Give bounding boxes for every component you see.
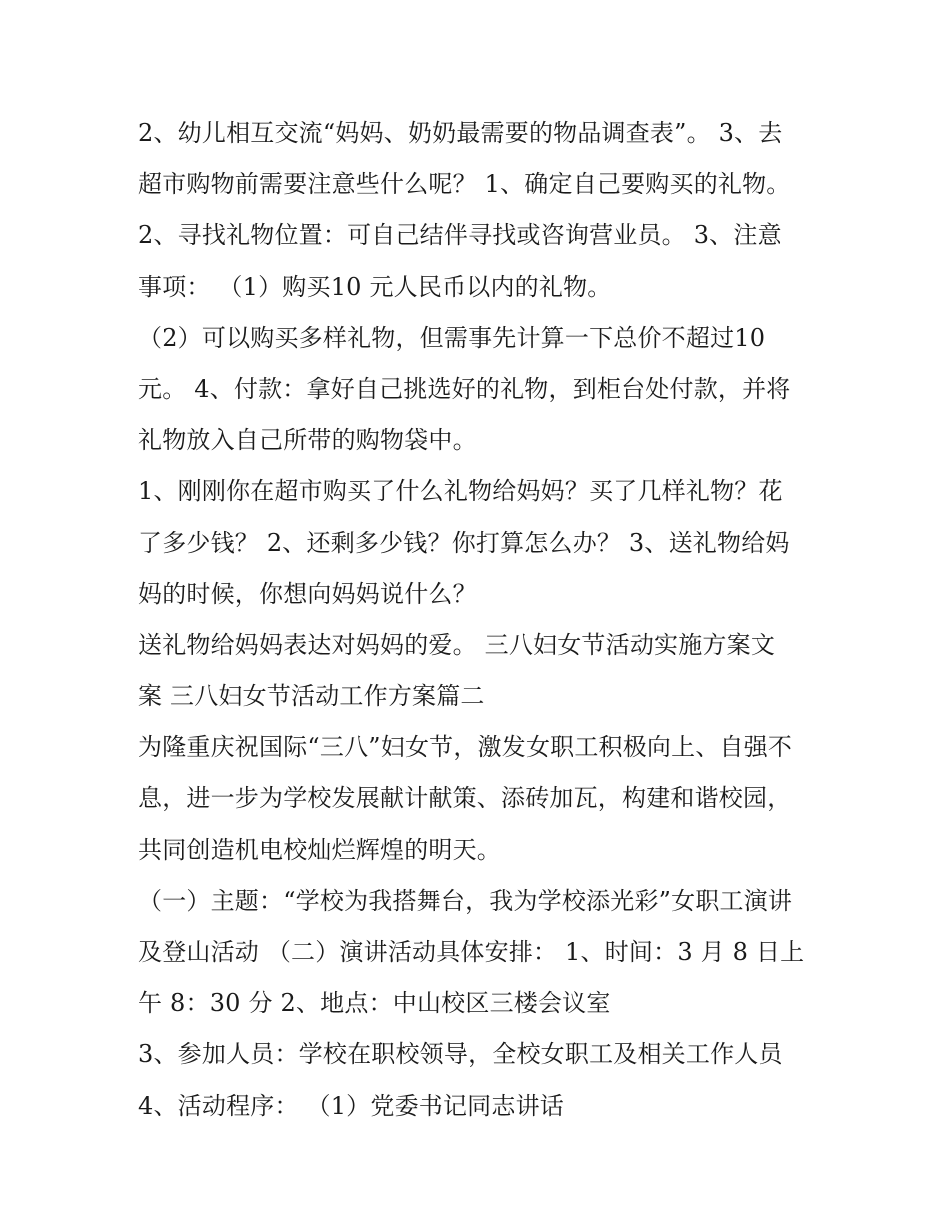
text-line: 及登山活动 （二）演讲活动具体安排： 1、时间：3 月 8 日上 bbox=[138, 938, 805, 966]
text-line: 4、活动程序： （1）党委书记同志讲话 bbox=[138, 1091, 564, 1120]
text-line: （2）可以购买多样礼物，但需事先计算一下总价不超过10 bbox=[138, 323, 766, 352]
document-body bbox=[138, 108, 828, 1132]
text-line: 礼物放入自己所带的购物袋中。 bbox=[138, 426, 477, 455]
text-line: 为隆重庆祝国际“三八”妇女节，激发女职工积极向上、自强不 bbox=[138, 733, 793, 762]
text-line: 3、参加人员：学校在职校领导，全校女职工及相关工作人员 bbox=[138, 1040, 783, 1069]
text-line: 送礼物给妈妈表达对妈妈的爱。 三八妇女节活动实施方案文 bbox=[138, 630, 776, 659]
text-line: 共同创造机电校灿烂辉煌的明天。 bbox=[138, 835, 501, 864]
text-line: 2、幼儿相互交流“妈妈、奶奶最需要的物品调查表”。 3、去 bbox=[138, 119, 783, 147]
text-line: 事项： （1）购买10 元人民币以内的礼物。 bbox=[138, 272, 612, 301]
text-line: 2、寻找礼物位置：可自己结伴寻找或咨询营业员。 3、注意 bbox=[138, 221, 782, 250]
text-line: 息，进一步为学校发展献计献策、添砖加瓦，构建和谐校园， bbox=[138, 784, 792, 813]
text-line: 元。 4、付款：拿好自己挑选好的礼物，到柜台处付款，并将 bbox=[138, 374, 791, 403]
text-line: 超市购物前需要注意些什么呢？ 1、确定自己要购买的礼物。 bbox=[138, 170, 791, 199]
text-line: 案 三八妇女节活动工作方案篇二 bbox=[138, 682, 485, 711]
text-line: （一）主题：“学校为我搭舞台，我为学校添光彩”女职工演讲 bbox=[138, 886, 793, 915]
text-line: 妈的时候，你想向妈妈说什么？ bbox=[138, 579, 477, 608]
text-line: 午 8：30 分 2、地点：中山校区三楼会议室 bbox=[138, 989, 611, 1018]
text-line: 1、刚刚你在超市购买了什么礼物给妈妈？买了几样礼物？花 bbox=[138, 477, 783, 506]
text-line: 了多少钱？ 2、还剩多少钱？你打算怎么办？ 3、送礼物给妈 bbox=[138, 528, 790, 557]
